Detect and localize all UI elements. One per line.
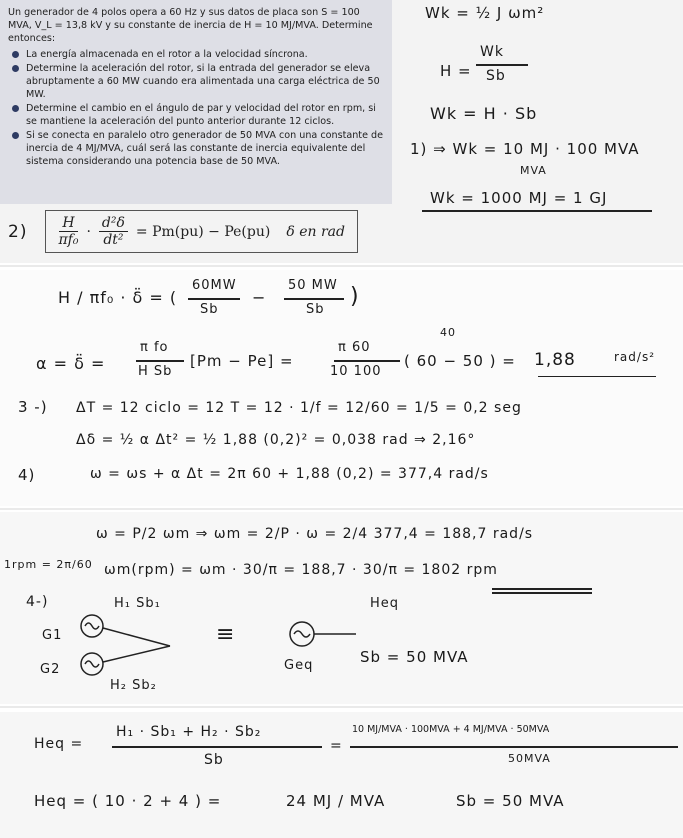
heq-lhs: Heq =	[34, 736, 84, 752]
underline	[422, 210, 652, 212]
h1-sb1: H₁ Sb₁	[114, 596, 161, 611]
divider	[0, 265, 683, 267]
numerator: 60MW	[192, 278, 237, 293]
paren: )	[350, 284, 360, 309]
delta-delta: Δδ = ½ α Δt² = ½ 1,88 (0,2)² = 0,038 rad ⇒ 2,16°	[76, 432, 476, 448]
fraction-bar	[136, 360, 184, 362]
denominator: 10 100	[330, 364, 382, 379]
generator-geq-icon	[290, 622, 314, 646]
formula-row	[8, 210, 358, 253]
denominator: dt²	[103, 232, 124, 248]
problem-statement	[0, 0, 392, 204]
alpha-unit: rad/s²	[614, 350, 656, 364]
wk-hsb: Wk = H · Sb	[430, 104, 538, 123]
g2-label: G2	[40, 662, 61, 677]
wk-formula: Wk = ½ J ωm²	[425, 4, 545, 22]
swing-lhs: H / πf₀ · δ̈ = (	[58, 288, 178, 307]
step3-label: 3 -)	[18, 398, 48, 416]
denominator: 50MVA	[508, 752, 551, 765]
step1b: Wk = 1000 MJ = 1 GJ	[430, 189, 608, 207]
sb-equivalent: Sb = 50 MVA	[360, 648, 469, 666]
fraction-bar	[350, 746, 678, 748]
numerator: 10 MJ/MVA · 100MVA + 4 MJ/MVA · 50MVA	[352, 724, 550, 735]
speed-panel	[0, 512, 683, 704]
fraction-bar	[188, 298, 240, 300]
numerator: 50 MW	[288, 278, 338, 293]
acceleration-panel	[0, 270, 683, 506]
step4-label: 4)	[18, 466, 36, 484]
rpm-conversion: 1rpm = 2π/60	[4, 558, 93, 571]
generator-g2-icon	[81, 653, 103, 675]
numerator: π 60	[338, 340, 371, 355]
problem-intro: Un generador de 4 polos opera a 60 Hz y sus datos de placa son S = 100 MVA, V_L = 13,8 kV y su constante de inercia de H = 10 MJ/MVA. Determine entonces:	[8, 7, 373, 44]
delta-t: ΔT = 12 ciclo = 12 T = 12 · 1/f = 12/60 = 1/5 = 0,2 seg	[76, 400, 522, 416]
heq-label: Heq	[370, 596, 400, 611]
divider	[0, 508, 683, 510]
formula-rhs: = Pm(pu) − Pe(pu)	[135, 223, 271, 240]
h2-sb2: H₂ Sb₂	[110, 678, 157, 693]
connection-line	[103, 628, 170, 646]
dot: ·	[86, 223, 91, 240]
fraction	[58, 215, 78, 248]
alpha-lhs: α = δ̈ =	[36, 354, 106, 373]
step1a-unit: MVA	[520, 164, 547, 177]
step1a: 1) ⇒ Wk = 10 MJ · 100 MVA	[410, 140, 640, 158]
power-diff: [Pm − Pe] =	[190, 352, 294, 370]
problem-item: Si se conecta en paralelo otro generador de 50 MVA con una constante de inercia de 4 MJ/MVA, cuál será las constante de inercia equivalente del sistema considerando una potencia base de 50 MVA.	[8, 129, 384, 168]
alpha-result: 1,88	[534, 350, 576, 370]
generator-g1-icon	[81, 615, 103, 637]
equals: =	[330, 738, 343, 754]
delta-p: ( 60 − 50 ) =	[404, 352, 516, 370]
problem-item: Determine la aceleración del rotor, si la entrada del generador se eleva abruptamente a 60 MW cuando era alimentada una carga eléctrica de 50 MW.	[8, 62, 384, 101]
fraction-bar	[334, 360, 400, 362]
formula-label: 2)	[8, 221, 28, 242]
g1-label: G1	[42, 628, 63, 643]
step4-label: 4-)	[26, 594, 49, 610]
numerator: π fo	[140, 340, 169, 355]
numerator: d²δ	[99, 215, 128, 232]
denominator: Sb	[306, 302, 325, 317]
minus: −	[252, 288, 267, 307]
underline	[538, 376, 656, 377]
problem-item: Determine el cambio en el ángulo de par y velocidad del rotor en rpm, si se mantiene la aceleración del punto anterior durante 12 ciclos.	[8, 102, 384, 128]
fraction	[99, 215, 128, 248]
equivalence: ≡	[216, 622, 236, 647]
fraction-bar	[476, 64, 528, 66]
geq-label: Geq	[284, 658, 314, 673]
correction: 40	[440, 326, 456, 339]
omega-rpm: ωm(rpm) = ωm · 30/π = 188,7 · 30/π = 1802 rpm	[104, 562, 498, 578]
sb-base: Sb = 50 MVA	[456, 792, 565, 810]
denominator: Sb	[200, 302, 219, 317]
problem-panel	[0, 0, 683, 263]
h-def-lhs: H =	[440, 62, 472, 80]
swing-equation	[45, 210, 358, 253]
omega-m: ω = P/2 ωm ⇒ ωm = 2/P · ω = 2/4 377,4 = 188,7 rad/s	[96, 526, 534, 542]
fraction-bar	[284, 298, 344, 300]
omega-result: ω = ωs + α Δt = 2π 60 + 1,88 (0,2) = 377,4 rad/s	[90, 466, 489, 482]
inertia-panel	[0, 712, 683, 838]
numerator: H₁ · Sb₁ + H₂ · Sb₂	[116, 724, 262, 740]
heq-sum: Heq = ( 10 · 2 + 4 ) =	[34, 792, 222, 810]
denominator: πf₀	[58, 232, 79, 248]
numerator: H	[59, 215, 77, 232]
h-def-den: Sb	[486, 68, 506, 84]
generator-diagram	[0, 512, 683, 704]
problem-item: La energía almacenada en el rotor a la velocidad síncrona.	[8, 48, 384, 61]
problem-list	[8, 48, 384, 168]
fraction-bar	[112, 746, 322, 748]
denominator: H Sb	[138, 364, 173, 379]
denominator: Sb	[204, 752, 224, 768]
heq-result: 24 MJ / MVA	[286, 792, 386, 810]
formula-tail: δ en rad	[286, 223, 345, 240]
h-def-num: Wk	[480, 44, 504, 60]
divider	[0, 706, 683, 708]
connection-line	[103, 646, 170, 662]
